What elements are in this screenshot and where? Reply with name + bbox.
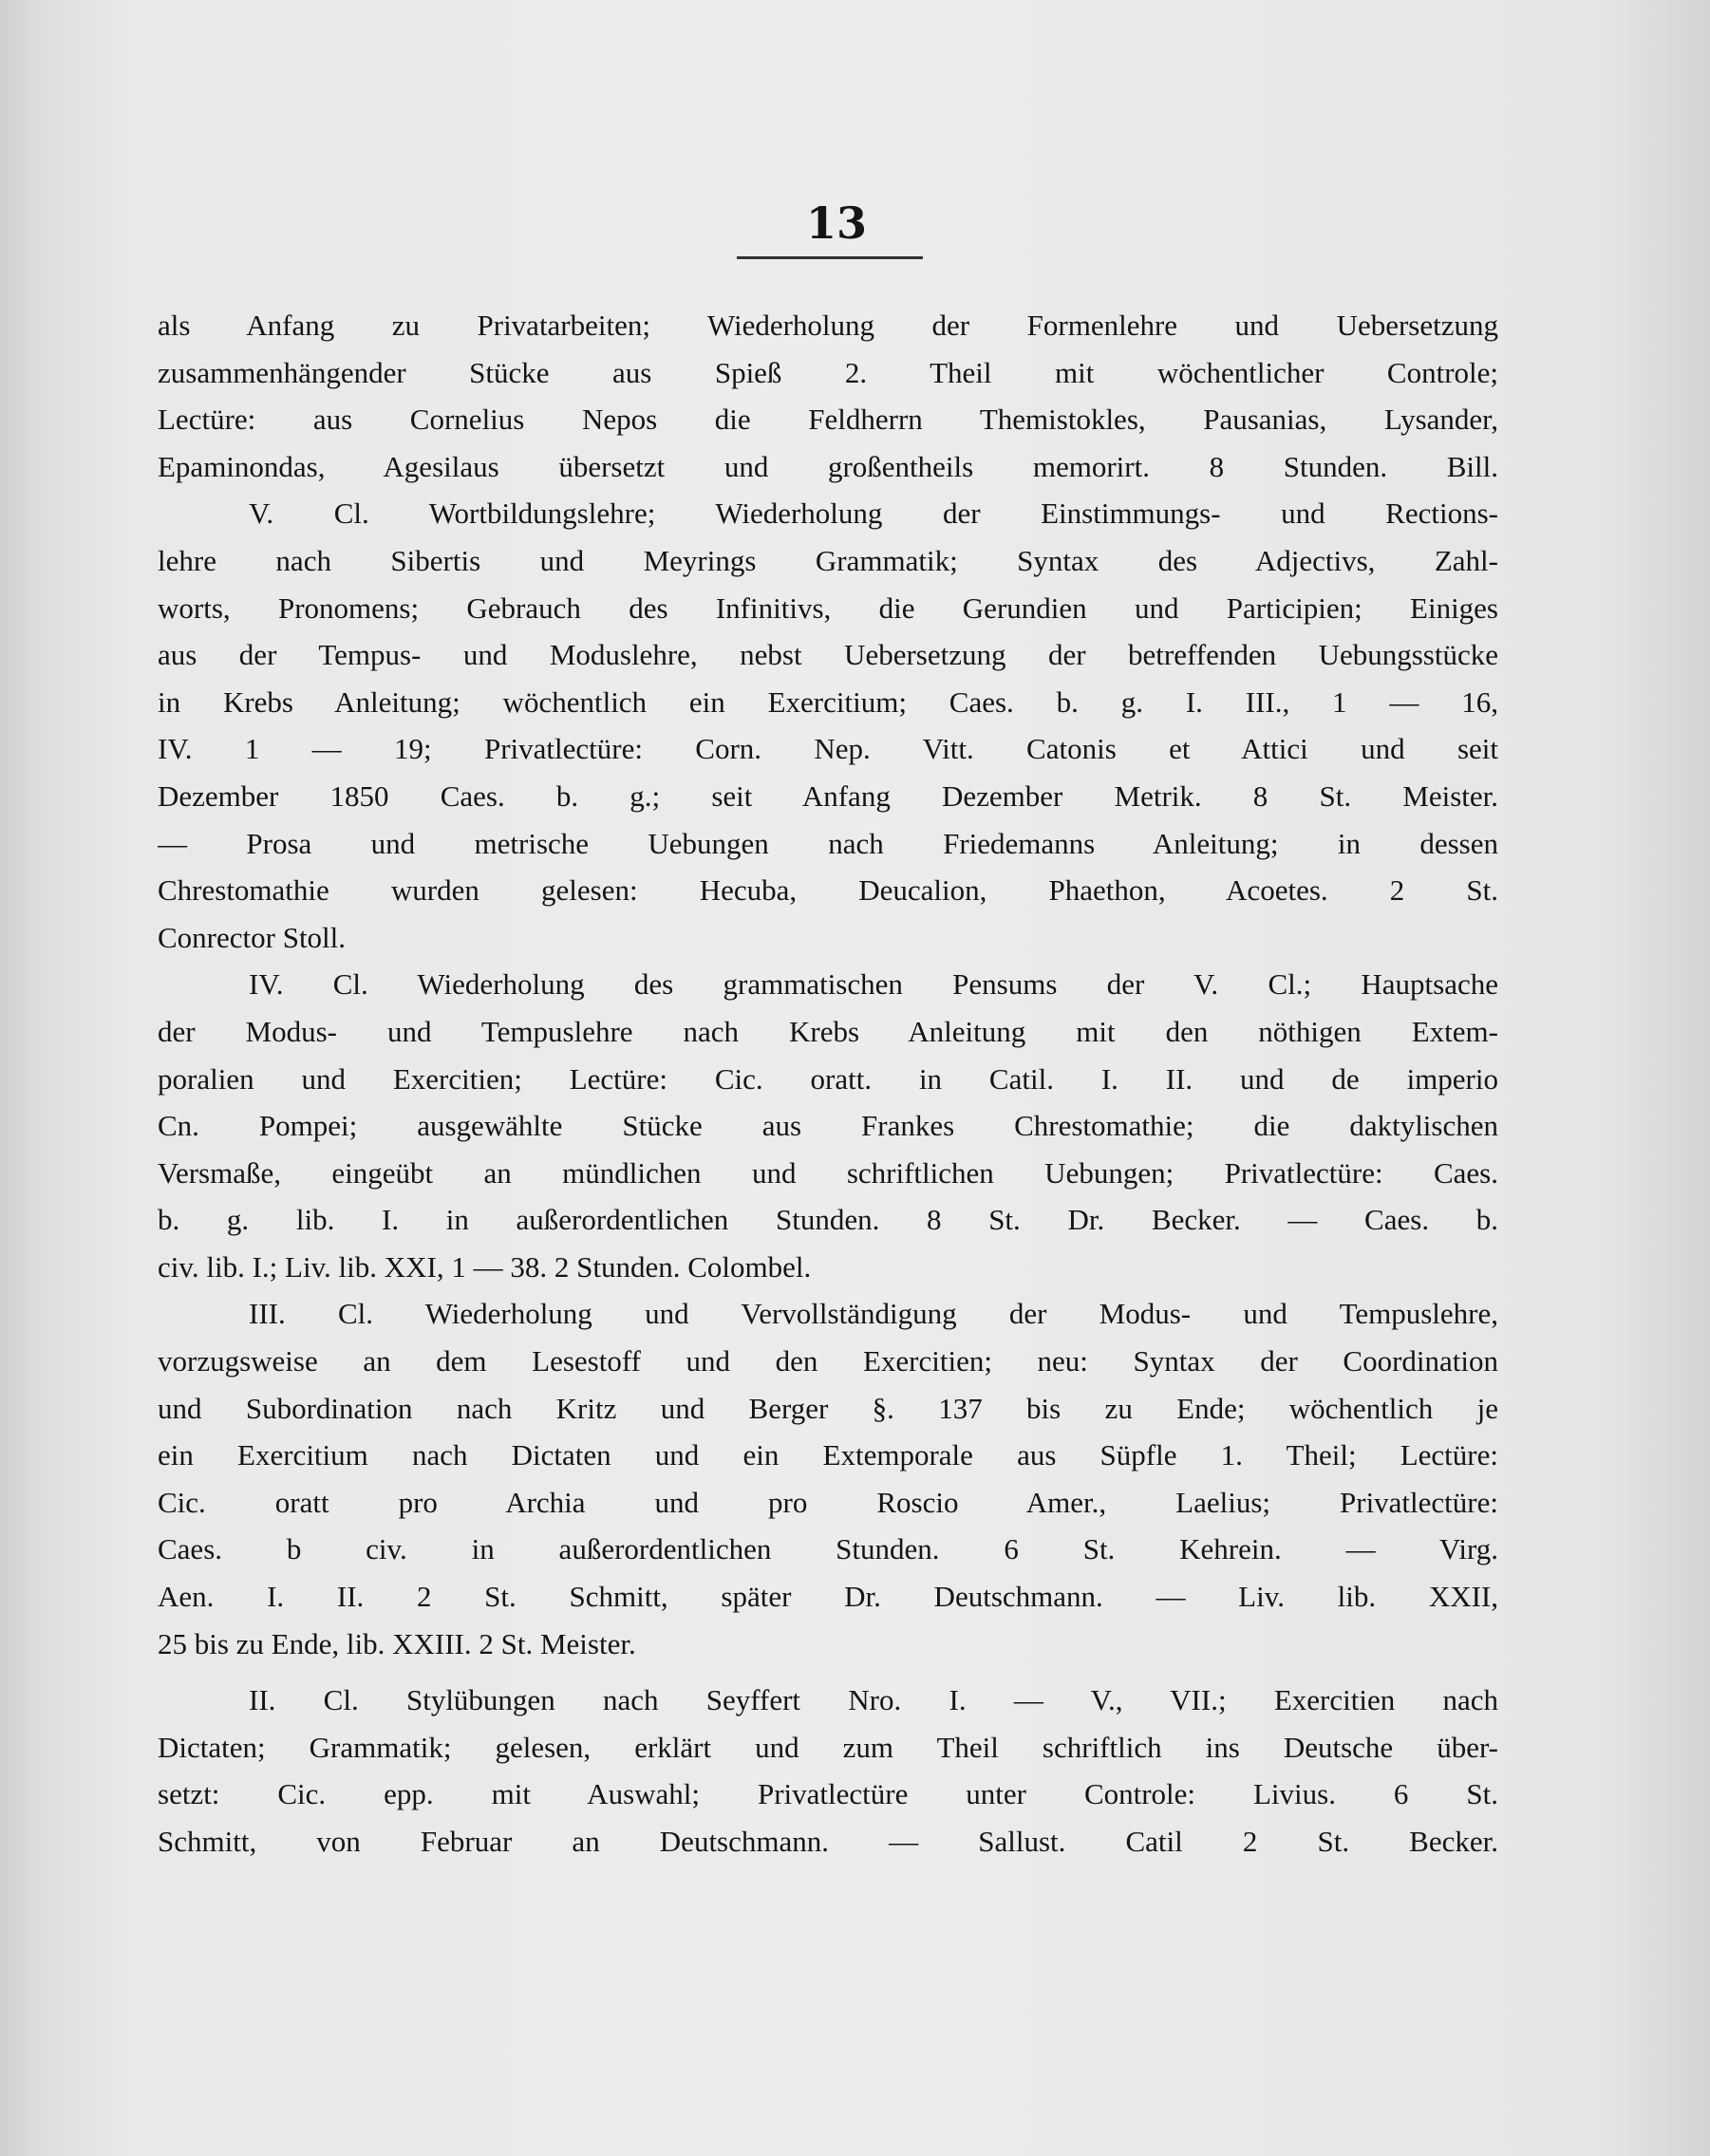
- text-line: 25 bis zu Ende, lib. XXIII. 2 St. Meister.: [158, 1626, 636, 1660]
- text-line: als Anfang zu Privatarbeiten; Wiederholung der Formenlehre und Uebersetzung: [158, 309, 1498, 342]
- text-line: civ. lib. I.; Liv. lib. XXI, 1 — 38. 2 Stunden. Colombel.: [158, 1249, 812, 1284]
- text-line: Caes. b civ. in außerordentlichen Stunden. 6 St. Kehrein. — Virg.: [158, 1532, 1498, 1566]
- text-line: zusammenhängender Stücke aus Spieß 2. Theil mit wöchentlicher Controle;: [158, 355, 1498, 389]
- text-line: Conrector Stoll.: [158, 920, 347, 954]
- text-line: ein Exercitium nach Dictaten und ein Extemporale aus Süpfle 1. Theil; Lectüre:: [158, 1438, 1498, 1472]
- text-line: aus der Tempus- und Moduslehre, nebst Uebersetzung der betreffenden Uebungsstücke: [158, 638, 1498, 672]
- text-line: b. g. lib. I. in außerordentlichen Stunden. 8 St. Dr. Becker. — Caes. b.: [158, 1203, 1498, 1237]
- text-line: — Prosa und metrische Uebungen nach Friedemanns Anleitung; in dessen: [158, 826, 1498, 860]
- text-line: Epaminondas, Agesilaus übersetzt und großentheils memorirt. 8 Stunden. Bill.: [158, 449, 1498, 483]
- text-line: Lectüre: aus Cornelius Nepos die Feldherrn Themistokles, Pausanias, Lysander,: [158, 403, 1498, 437]
- text-line: der Modus- und Tempuslehre nach Krebs Anleitung mit den nöthigen Extem-: [158, 1014, 1498, 1048]
- text-line: Schmitt, von Februar an Deutschmann. — Sallust. Catil 2 St. Becker.: [158, 1825, 1498, 1858]
- text-line: Dezember 1850 Caes. b. g.; seit Anfang Dezember Metrik. 8 St. Meister.: [158, 778, 1498, 813]
- text-line: poralien und Exercitien; Lectüre: Cic. oratt. in Catil. I. II. und de imperio: [158, 1061, 1498, 1096]
- body-text: [158, 302, 1498, 1865]
- text-line: und Subordination nach Kritz und Berger §. 137 bis zu Ende; wöchentlich je: [158, 1391, 1498, 1425]
- text-line: V. Cl. Wortbildungslehre; Wiederholung der Einstimmungs- und Rections-: [249, 497, 1498, 531]
- page-number-rule: [737, 256, 923, 259]
- text-line: III. Cl. Wiederholung und Vervollständigung der Modus- und Tempuslehre,: [249, 1297, 1498, 1331]
- text-line: worts, Pronomens; Gebrauch des Infinitivs, die Gerundien und Participien; Einiges: [158, 591, 1498, 625]
- text-line: Cn. Pompei; ausgewählte Stücke aus Frankes Chrestomathie; die daktylischen: [158, 1109, 1498, 1143]
- text-line: Aen. I. II. 2 St. Schmitt, später Dr. Deutschmann. — Liv. lib. XXII,: [158, 1580, 1498, 1614]
- text-line: Cic. oratt pro Archia und pro Roscio Amer., Laelius; Privatlectüre:: [158, 1485, 1498, 1519]
- text-line: IV. 1 — 19; Privatlectüre: Corn. Nep. Vitt. Catonis et Attici und seit: [158, 732, 1498, 766]
- text-line: setzt: Cic. epp. mit Auswahl; Privatlectüre unter Controle: Livius. 6 St.: [158, 1777, 1498, 1811]
- text-line: II. Cl. Stylübungen nach Seyffert Nro. I. — V., VII.; Exercitien nach: [249, 1683, 1498, 1717]
- text-line: Versmaße, eingeübt an mündlichen und schriftlichen Uebungen; Privatlectüre: Caes.: [158, 1155, 1498, 1190]
- text-line: vorzugsweise an dem Lesestoff und den Exercitien; neu: Syntax der Coordination: [158, 1344, 1498, 1378]
- page-number: 13: [805, 197, 867, 249]
- text-line: Chrestomathie wurden gelesen: Hecuba, Deucalion, Phaethon, Acoetes. 2 St.: [158, 873, 1498, 908]
- text-line: in Krebs Anleitung; wöchentlich ein Exercitium; Caes. b. g. I. III., 1 — 16,: [158, 684, 1498, 719]
- text-line: lehre nach Sibertis und Meyrings Grammatik; Syntax des Adjectivs, Zahl-: [158, 543, 1498, 577]
- text-line: Dictaten; Grammatik; gelesen, erklärt und zum Theil schriftlich ins Deutsche über-: [158, 1730, 1498, 1764]
- text-line: IV. Cl. Wiederholung des grammatischen Pensums der V. Cl.; Hauptsache: [249, 967, 1498, 1002]
